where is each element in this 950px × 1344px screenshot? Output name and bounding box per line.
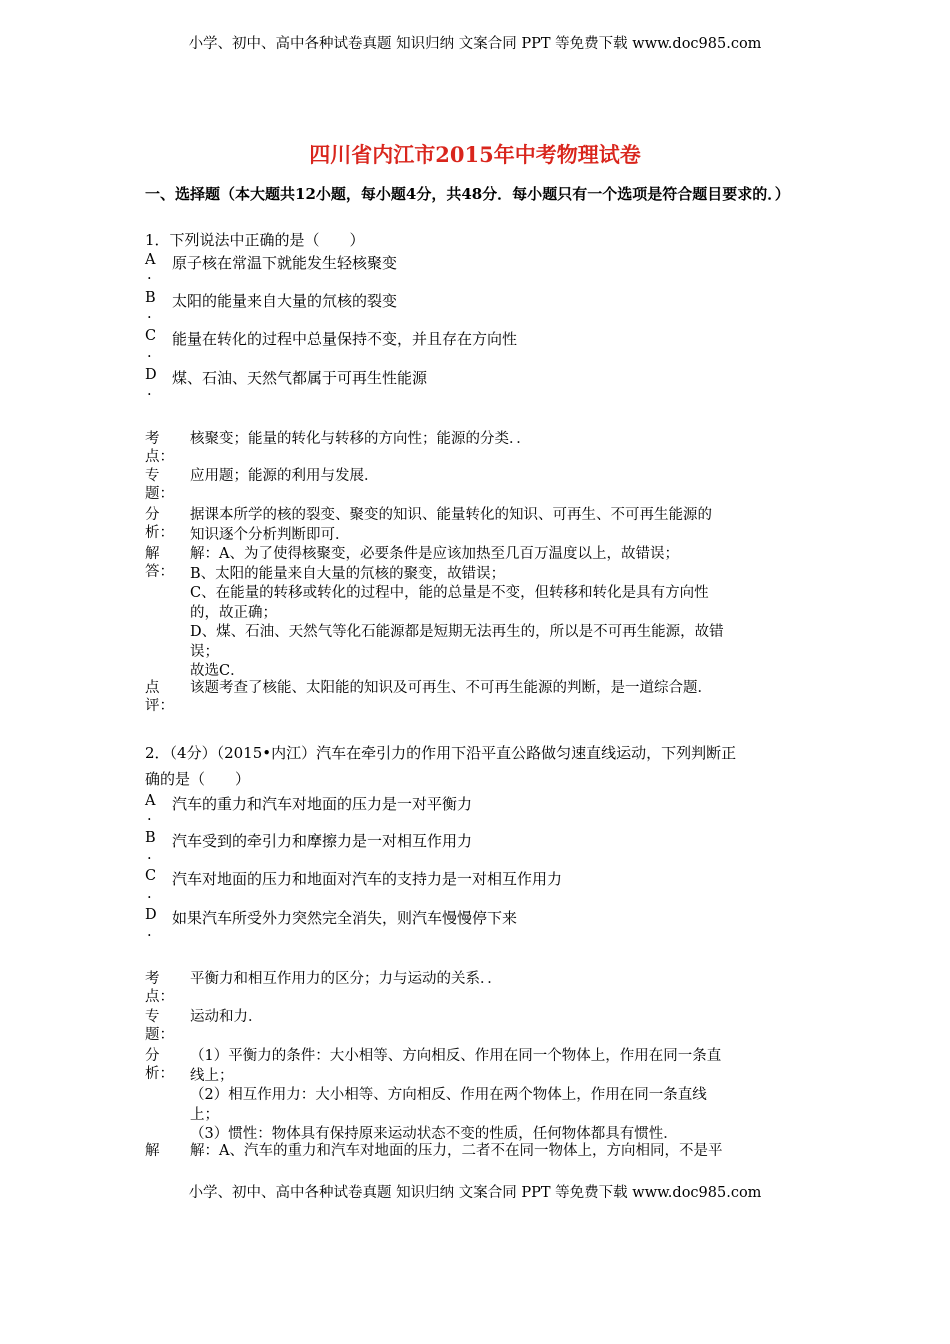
- q2-kaodian-text: 平衡力和相互作用力的区分；力与运动的关系．．: [190, 971, 502, 987]
- q1-kaodian-label: 考 点：: [145, 431, 174, 465]
- q2-option-d-letter: D: [145, 907, 157, 923]
- q1-option-a-letter: A: [145, 252, 156, 268]
- q1-option-a: 原子核在常温下就能发生轻核聚变: [172, 254, 398, 272]
- q1-jieda-text: 解：A、为了使得核聚变，必要条件是应该加热至几百万温度以上，故错误； B、太阳的能量来自大量的氘核的聚变，故错误； C、在能量的转移或转化的过程中，能的总量是不变，但转移和转化是具有方向性 的，故正确； D、煤、石油、天然气等化石能源都是短期无法再生的，所以是不可再生能源，故错 误； 故选C．: [190, 546, 724, 679]
- q1-option-c-dot: .: [147, 345, 152, 361]
- q2-zhuanti-label: 专 题：: [145, 1009, 174, 1043]
- q2-option-a: 汽车的重力和汽车对地面的压力是一对平衡力: [172, 795, 473, 813]
- q2-option-c-letter: C: [145, 868, 157, 884]
- q1-option-c: 能量在转化的过程中总量保持不变，并且存在方向性: [172, 330, 518, 348]
- q2-option-d: 如果汽车所受外力突然完全消失，则汽车慢慢停下来: [172, 909, 518, 927]
- exam-title: 四川省内江市2015年中考物理试卷: [309, 142, 641, 167]
- q1-dianping-label: 点 评：: [145, 680, 174, 714]
- q2-option-b-letter: B: [145, 830, 156, 846]
- q1-option-d-dot: .: [147, 383, 152, 399]
- q1-option-d: 煤、石油、天然气都属于可再生性能源: [172, 369, 428, 387]
- q2-option-b-dot: .: [147, 847, 152, 863]
- q2-jieda-label: 解: [145, 1143, 160, 1159]
- q1-stem: 1．下列说法中正确的是（ ）: [145, 231, 365, 249]
- q2-jieda-text: 解：A、汽车的重力和汽车对地面的压力，二者不在同一物体上，方向相同，不是平: [190, 1143, 723, 1159]
- q1-option-b: 太阳的能量来自大量的氘核的裂变: [172, 292, 398, 310]
- q1-option-a-dot: .: [147, 267, 152, 283]
- q2-option-a-letter: A: [145, 793, 156, 809]
- q2-fenxi-label: 分 析：: [145, 1048, 174, 1082]
- q1-fenxi-label: 分 析：: [145, 507, 174, 541]
- page-footer: 小学、初中、高中各种试卷真题 知识归纳 文案合同 PPT 等免费下载 www.doc985.com: [188, 1185, 762, 1201]
- section-heading: 一、选择题（本大题共12小题，每小题4分，共48分．每小题只有一个选项是符合题目要求的．）: [145, 185, 790, 203]
- q1-zhuanti-label: 专 题：: [145, 468, 174, 502]
- q2-option-d-dot: .: [147, 924, 152, 940]
- q2-option-a-dot: .: [147, 808, 152, 824]
- q2-fenxi-text: （1）平衡力的条件：大小相等、方向相反、作用在同一个物体上，作用在同一条直 线上； （2）相互作用力：大小相等、方向相反、作用在两个物体上，作用在同一条直线 上； （3）惯性：物体具有保持原来运动状态不变的性质，任何物体都具有惯性．: [190, 1048, 722, 1142]
- q2-option-c: 汽车对地面的压力和地面对汽车的支持力是一对相互作用力: [172, 870, 563, 888]
- q2-option-b: 汽车受到的牵引力和摩擦力是一对相互作用力: [172, 832, 473, 850]
- q1-option-b-letter: B: [145, 290, 156, 306]
- q2-stem-line2: 确的是（ ）: [145, 770, 251, 788]
- q1-option-b-dot: .: [147, 306, 152, 322]
- q2-kaodian-label: 考 点：: [145, 971, 174, 1005]
- q2-option-c-dot: .: [147, 886, 152, 902]
- q1-option-c-letter: C: [145, 328, 157, 344]
- q2-zhuanti-text: 运动和力．: [190, 1009, 263, 1025]
- q1-zhuanti-text: 应用题；能源的利用与发展．: [190, 468, 379, 484]
- page-header: 小学、初中、高中各种试卷真题 知识归纳 文案合同 PPT 等免费下载 www.doc985.com: [188, 36, 762, 52]
- q1-kaodian-text: 核聚变；能量的转化与转移的方向性；能源的分类．．: [190, 431, 531, 447]
- q1-option-d-letter: D: [145, 367, 157, 383]
- q1-fenxi-text: 据课本所学的核的裂变、聚变的知识、能量转化的知识、可再生、不可再生能源的 知识逐个分析判断即可．: [190, 507, 712, 543]
- q2-stem-line1: 2．（4分）（2015•内江）汽车在牵引力的作用下沿平直公路做匀速直线运动，下列判断正: [145, 744, 737, 762]
- q1-dianping-text: 该题考查了核能、太阳能的知识及可再生、不可再生能源的判断，是一道综合题．: [190, 680, 712, 696]
- q1-jieda-label: 解 答：: [145, 546, 174, 580]
